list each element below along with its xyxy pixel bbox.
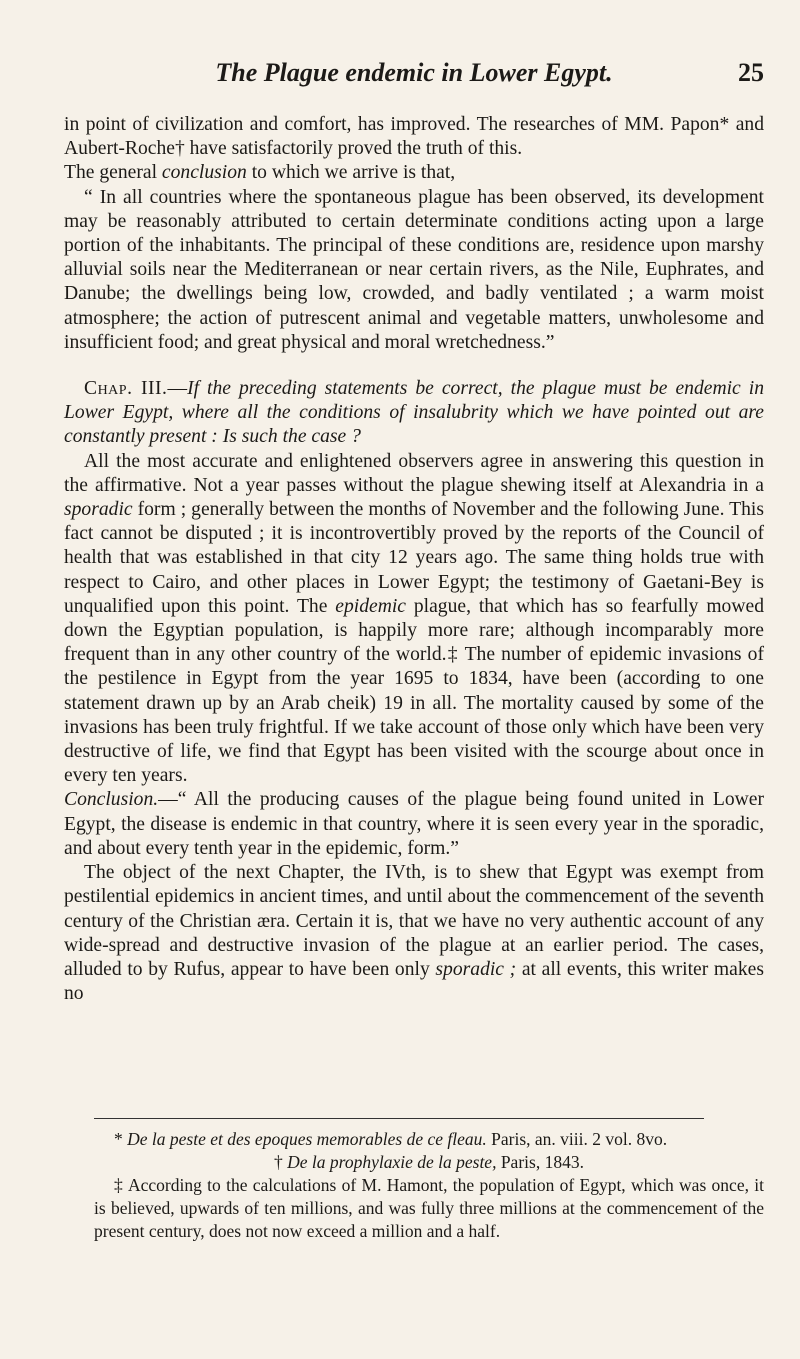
paragraph-text: “ In all countries where the spontaneous plague has been observed, its development may be reasonably attributed to certain determinate conditions acting upon a large portion of the inhabitants. The principal of these conditions are, residence upon marshy alluvial soils near the Mediterranean or near certain rivers, as the Nile, Euphrates, and Danube; the dwellings being low, crowded, and badly ventilated ; a warm moist atmosphere; the action of putrescent animal and vegetable matters, unwholesome and insufficient food; and great physical and moral wretchedness.” bbox=[64, 186, 764, 353]
footnote-1 bbox=[94, 1128, 764, 1151]
footnote-text: ‡ According to the calculations of M. Hamont, the population of Egypt, which was once, it is believed, upwards of ten millions, and was fully three millions at the commencement of the present century, does not now exceed a million and a half. bbox=[94, 1175, 764, 1241]
paragraph-observers bbox=[64, 450, 764, 789]
paragraph-continuation bbox=[64, 113, 764, 161]
footnote-text: Paris, an. viii. 2 vol. 8vo. bbox=[486, 1129, 668, 1149]
footnote-text: Paris, 1843. bbox=[496, 1152, 584, 1172]
paragraph-text: plague, that which has so fearfully mowed down the Egyptian population, is happily more rare; although incomparably more frequent than in any other country of the world.‡ The number of epidemic invasions of the pestilence in Egypt from the year 1695 to 1834, have been (according to one statement drawn up by an Arab cheik) 19 in all. The mortality caused by some of the invasions has been truly frightful. If we take account of those only which have been very destructive of life, we find that Egypt has been visited with the scourge about once in every ten years. bbox=[64, 595, 764, 787]
running-head-title: The Plague endemic in Lower Egypt. bbox=[215, 58, 613, 87]
footnote-title: De la prophylaxie de la peste, bbox=[287, 1152, 497, 1172]
footnotes bbox=[94, 1128, 764, 1243]
chapter-dash: — bbox=[167, 378, 188, 400]
emphasis-text: epidemic bbox=[335, 595, 406, 617]
footnote-divider bbox=[94, 1118, 704, 1119]
paragraph-conclusion bbox=[64, 788, 764, 861]
paragraph-text: —“ All the producing causes of the plague being found united in Lower Egypt, the disease is endemic in that country, where it is seen every year in the sporadic, and about every tenth year in the epidemic, form.” bbox=[64, 789, 764, 859]
footnote-3 bbox=[94, 1174, 764, 1243]
chapter-title: If the preceding statements be correct, the plague must be endemic in Lower Egypt, where all the conditions of insalubrity which we have pointed out are constantly present : Is such the case ? bbox=[64, 378, 764, 448]
paragraph-text: in point of civilization and comfort, has improved. The researches of MM. Papon* and Aubert-Roche† have satisfactorily proved the truth of this. bbox=[64, 114, 764, 160]
emphasis-text: sporadic ; bbox=[435, 958, 517, 980]
quoted-conclusion bbox=[64, 186, 764, 355]
emphasis-text: Conclusion. bbox=[64, 789, 159, 811]
body-text bbox=[64, 113, 764, 1006]
footnote-marker: * bbox=[114, 1129, 128, 1149]
footnote-marker: † bbox=[274, 1152, 288, 1172]
paragraph-text: The object of the next Chapter, the IVth, is to shew that Egypt was exempt from pestilential epidemics in ancient times, and until about the commencement of the seventh century of the Christian æra. Certain it is, that we have no very authentic account of any wide-spread and destructive invasion of the plague at an earlier period. The cases, alluded to by Rufus, appear to have been only bbox=[64, 862, 764, 980]
emphasis-text: conclusion bbox=[161, 162, 247, 184]
footnote-2 bbox=[94, 1151, 764, 1174]
paragraph-text: at all events, this writer makes no bbox=[64, 958, 764, 1005]
chapter-heading bbox=[64, 377, 764, 450]
paragraph-text: form ; generally between the months of November and the following June. This fact cannot be disputed ; it is incontrovertibly proved by the reports of the Council of health that was established in that city 12 years ago. The same thing holds true with respect to Cairo, and other places in Lower Egypt; the testimony of Gaetani-Bey is unqualified upon this point. The bbox=[64, 499, 764, 617]
paragraph-text: to which we arrive is that, bbox=[246, 162, 456, 184]
paragraph-text: The general bbox=[64, 162, 162, 184]
chapter-label: Chap. III. bbox=[84, 378, 168, 400]
emphasis-text: sporadic bbox=[64, 499, 133, 521]
paragraph-text: All the most accurate and enlightened observers agree in answering this question in the affirmative. Not a year passes without the plague shewing itself at Alexandria in a bbox=[64, 450, 764, 496]
paragraph-next-chapter bbox=[64, 861, 764, 1006]
page-number: 25 bbox=[738, 58, 764, 87]
paragraph-general-conclusion bbox=[64, 161, 764, 185]
running-head bbox=[64, 58, 764, 98]
footnote-title: De la peste et des epoques memorables de ce fleau. bbox=[127, 1129, 487, 1149]
